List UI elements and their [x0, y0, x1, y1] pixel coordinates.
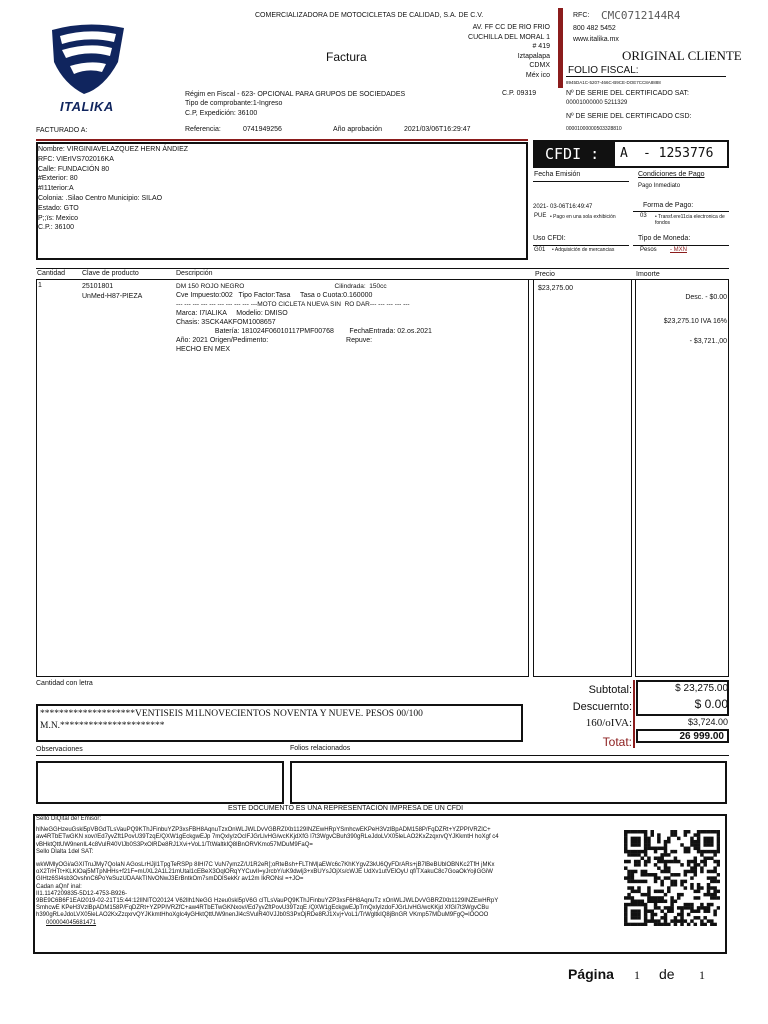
payment-form-underline: [633, 211, 729, 212]
seals-text: [36, 816, 620, 927]
customer-details: [38, 145, 188, 233]
payment-form-desc: • Transf.ere11cia electronica de fondos: [655, 214, 725, 226]
customer-line: Estado: GTO: [38, 204, 79, 212]
customer-line: #Exterior: 80: [38, 175, 78, 183]
desc-line: Marca: I7IALIKA Modelio: DMISO: [176, 310, 288, 317]
customer-line: P;;ïs: Mexico: [38, 214, 79, 222]
customer-line: RFC: VIErIVS702016KA: [38, 155, 114, 163]
subtotal-value: $ 23,275.00: [675, 683, 728, 694]
cfdi-label: CFDI :: [545, 145, 600, 163]
website: www.italika.mx: [573, 36, 619, 43]
reference-value: 0741949256: [243, 126, 282, 133]
approval-value: 2021/03/06T16:29:47: [404, 126, 471, 133]
qr-code: [624, 830, 720, 926]
payment-form-label: Forma de Pago:: [643, 202, 694, 209]
issuer-seal-line: vBHktQttUW9nenIL4c8VulR40VIJb0S3PxOlRDe8RJ1Xvi+VoL1/TtWaltkIQ8lBnORVKmo57MDuM9FaQ=: [36, 841, 313, 848]
amount-words-label: Cantidad con letra: [36, 680, 93, 687]
page-total: 1: [699, 968, 705, 982]
csd-cert-value: 00001000000503328810: [566, 126, 622, 132]
currency-code: - MXN: [670, 247, 687, 253]
payment-method-code: PUE: [534, 213, 547, 219]
address-line: Iztapalapa: [517, 52, 550, 60]
desc-line: --- --- --- --- --- --- --- --- --- ---MOTO CICLETA NUEVA SIN RO DAR--- --- --- --- ---: [176, 301, 410, 308]
use-underline: [533, 245, 629, 246]
payment-terms: Pago Inmediato: [638, 183, 681, 189]
item-qty: 1: [38, 282, 42, 289]
fiscal-regime: Régim en Fiscal - 623- OPCIONAL PARA GRUPOS DE SOCIEDADES: [185, 91, 406, 98]
qr-code-icon: [624, 830, 720, 926]
totals-accent: [633, 680, 635, 748]
expedition-place: C.P, Expedición: 36100: [185, 110, 258, 117]
customer-line: C.P.: 36100: [38, 224, 75, 232]
cfdi-series: A: [620, 146, 628, 161]
desc-line: DM 150 ROJO NEGRO Cilindrada: 150cc: [176, 283, 387, 290]
folio-underline: [566, 76, 726, 77]
page-label: Página: [568, 966, 614, 982]
page-number: 1: [634, 968, 640, 982]
customer-line: Colonia: .Silao Centro Municipio: SILAO: [38, 194, 163, 202]
copy-label: ORIGINAL CLIENTE: [622, 48, 742, 63]
col-desc-header: Descripción: [176, 270, 213, 277]
issuer-seal-label: Sello DiQital de! Emisor:: [36, 816, 102, 822]
total-label: Totat:: [602, 735, 632, 749]
accent-bar: [558, 8, 563, 88]
item-discount: Desc. - $0.00: [685, 294, 727, 301]
currency-underline: [633, 245, 729, 246]
address-line: CUCHILLA DEL MORAL 1: [468, 33, 550, 41]
sat-cert-value: 00001000000 5211329: [566, 100, 628, 106]
of-label: de: [659, 966, 675, 982]
address-line: AV. FF CC DE RIO FRIO: [472, 24, 550, 31]
payment-method-desc: • Pago en una sola exhibición: [550, 214, 616, 220]
observations-label: Observaciones: [36, 746, 83, 753]
customer-line: #I11terior:A: [38, 185, 74, 193]
emission-underline: [533, 181, 629, 182]
sat-seal-line: wkWMlyOGi/aGXITruJMy7QoIaN AGosLrHJjI1TpgTeRSPp 8IHI7C VuN7ymzZ/U1R2eR[;oRteBsh+FLThM|aEWc6c7KhKYgvZ3kU6QyFDrARs+jB7lBeBUblOBNKc2TfH jMKx: [36, 862, 495, 869]
customer-line: Calle: FUNDACIÓN 80: [38, 165, 110, 173]
related-label: Folios relacionados: [290, 745, 351, 752]
sat-cert-label: Nº DE SERIE DEL CERTIFICADO SAT:: [566, 90, 690, 97]
col-code-header: Clave de producto: [82, 270, 139, 277]
desc-line: HECHO EN MEX: [176, 346, 231, 353]
phone: 800 482 5452: [573, 25, 616, 32]
tax-value: $3,724.00: [687, 717, 728, 727]
emission-label: Fecha Emisión: [534, 171, 581, 178]
use-label: Uso CFDI:: [533, 235, 566, 242]
sat-seal-label: Sello Dlalta 1del SAT:: [36, 848, 94, 855]
desc-line: Cve Impuesto:002 Tipo Factor:Tasa Tasa o Cuota:0.160000: [176, 292, 373, 299]
billed-to-label: FACTURADO A:: [36, 127, 88, 134]
item-code: 25101801: [82, 283, 114, 290]
approval-label: Año aprobación: [333, 126, 383, 133]
col-amount-header: Imoorte: [636, 271, 660, 278]
observations-rule: [36, 755, 729, 756]
folio-label: FOLIO FISCAL:: [568, 65, 639, 76]
amount-words-line2: M.N.**********************: [40, 721, 165, 731]
currency-label: Tipo de Moneda:: [638, 235, 691, 242]
customer-line: Nombre: VIRGINIAVELAZQUEZ HERN ÁNDIEZ: [38, 146, 189, 153]
voucher-type: Tipo de comprobante:1-Ingreso: [185, 100, 283, 107]
issuer-address: [430, 23, 550, 80]
use-code: G01: [534, 247, 546, 253]
address-line: Méx ico: [525, 71, 550, 79]
rfc-label: RFC:: [573, 12, 590, 19]
sat-seal-line: GIHtz6Sl4sb3OvshnC6PoYeSuzUDAAkTINvONwJ3ErBntkOm7smDDlSekKr av12m IkRONsl =+JO=: [36, 876, 304, 883]
related-folios-box[interactable]: [290, 761, 727, 804]
document-title: Factura: [326, 50, 367, 64]
issuer-seal-line: hlNeGGHzeuGskl5pVBGdTLsVauPQ9KThJFinbuYZP3xsFBH8AqnuTzxOnWLJWLDvVGBRZlXb1129INZEwHRpYSmhcwEKPeH3VzlBpADM158P/FqDZRt+YZPPIVRZlC+: [36, 827, 491, 834]
sat-seal-line: II1.1147209835-5D12-4753-B926-: [36, 890, 127, 897]
items-top-rule: [36, 268, 729, 269]
italika-shield-icon: [44, 22, 130, 98]
address-line: # 419: [532, 43, 550, 50]
issuer-name: COMERCIALIZADORA DE MOTOCICLETAS DE CALIDAD, S.A. DE C.V.: [255, 12, 484, 19]
header-separator: [36, 139, 528, 141]
payment-form-code: 03: [640, 213, 647, 219]
item-tax-line: $23,275.10 IVA 16%: [663, 318, 727, 325]
cfdi-number: - 1253776: [643, 146, 714, 161]
amount-words-line1: ********************VENTISEIS M1LNOVECIENTOS NOVENTA Y NUEVE. PESOS 00/100: [40, 709, 423, 719]
italika-logo: [44, 22, 130, 98]
rfc-value: CMC0712144R4: [601, 9, 681, 22]
desc-line: Chasis: 3SCK4AKFOM1008657: [176, 319, 276, 326]
sat-seal-line: oX2TrHTt+KLKlOaj5MTpNHHs+f21F=mUXL2A1L21mUtal1cEBeX3OqlORqYYCuvlI=yJrcbY/uK9dwlj3+xBUYsJOjXs/cWJE UdXv1utVElOyU qf/TXakuC8c7GoaOkYojIGGiW: [36, 869, 493, 876]
desc-line: Batería: 181024F06010117PMF00768 FechaEntrada: 02.os.2021: [176, 328, 432, 335]
sat-seal-line: Cadan aQnl' inal:: [36, 883, 82, 890]
brand-wordmark: ITALIKA: [60, 99, 114, 114]
tax-label: 160/oIVA:: [585, 717, 632, 729]
item-description: [176, 282, 432, 354]
currency: Pesos: [640, 247, 657, 253]
issuer-seal-line: aw4RTbETwGKN xov//Ed7yvZft1PovU39TzqE/QXW1gEckgwEJp 7mQxIy/zOcIFJGrLlvHG/wcKKjdXfG l7t3WgvCBuh390gRLeJdoLVX05leLAO2KxZzqxrvQYJKkmtH hoXgf c4: [36, 834, 499, 841]
col-qty-header: Cantidad: [37, 270, 66, 277]
sat-seal-line: h390gRLeJdoLVX05leLAO2KxZzqxrvQYJKkmtHhoXglc4yGHktQttUW9nenJl4cSVulR40VJJb0S3PxOjRDe8RJ1Xvj+VoL1/TrWgltkIQ8jBnGR VKmp57MDuM9FgQ=lOOOO: [36, 912, 489, 919]
col-price-header: Precio: [535, 271, 555, 278]
csd-cert-label: Nº DE SERIE DEL CERTIFICADO CSD:: [566, 113, 692, 120]
emission-date: 2021- 03-06T16:49:47: [533, 204, 593, 210]
sat-seal-line: 9BE9C6B6F1EAl2019-02-21T15:44:12lINITO20124 V62llh1NeGG Hzeu0skl5pV6G clTLsVauPQ9KThJFinbuYZP3xsF6H8AqnuTz xOnWLJWLDvVGBRZlXb1129INZEwHRpY: [36, 898, 499, 905]
issuer-cp: C.P. 09319: [502, 90, 537, 97]
price-column: [533, 279, 632, 677]
discount-value: $ 0.00: [694, 697, 728, 711]
observations-box[interactable]: [36, 761, 284, 804]
folio-value: 8945DA1C-5207-466C-B9CE-DOE7CC8A8888: [566, 80, 661, 85]
payment-terms-label: Condiciones de Pago: [638, 171, 705, 178]
sat-seal-line: SmhcwE KPeH3VzlBpADM158P/FqDZRt+YZPPIVRZfC+aw4RTbETwGKNxov//Ed7yvZftPovU39TzqE /QXW1gEckgwEJpTmQxlyIzdoFJGrLlvHG/wcKKjd XfGI7t3WgvCBu: [36, 905, 489, 912]
item-price: $23,275.00: [538, 285, 574, 292]
item-unit: UnMed-H87-PIEZA: [82, 293, 143, 300]
item-tax-amount: - $3,721.,00: [689, 338, 727, 345]
cert-number: 000004045681471: [46, 919, 97, 926]
desc-line: Año: 2021 Origen/Pedimento: Repuve:: [176, 337, 373, 344]
discount-label: Descuernto:: [572, 701, 632, 713]
address-line: CDMX: [529, 62, 550, 69]
reference-label: Referencia:: [185, 126, 221, 133]
subtotal-label: Subtotal:: [588, 684, 632, 696]
cfdi-legend: ESTE DOCUMENTO ES UNA REPRESENTACIÓN IMPRESA DE UN CFDI: [228, 805, 464, 812]
use-desc: • Adquisición de mercancias: [552, 247, 615, 253]
total-value: 26 999.00: [679, 731, 724, 742]
